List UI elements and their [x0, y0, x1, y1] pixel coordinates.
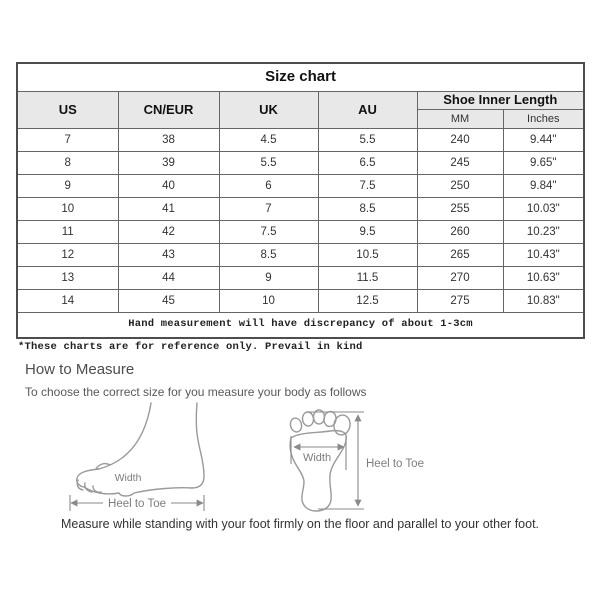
table-row — [17, 152, 584, 175]
size-cell: 6.5 — [318, 152, 417, 175]
table-row — [17, 290, 584, 313]
size-cell: 9.84" — [503, 175, 584, 198]
size-cell: 9.44" — [503, 129, 584, 152]
size-cell: 10.83" — [503, 290, 584, 313]
table-footnote: Hand measurement will have discrepancy of about 1-3cm — [17, 313, 584, 339]
size-cell: 12 — [17, 244, 118, 267]
size-cell: 5.5 — [318, 129, 417, 152]
size-cell: 13 — [17, 267, 118, 290]
size-cell: 5.5 — [219, 152, 318, 175]
how-to-measure-subheading: To choose the correct size for you measure your body as follows — [25, 385, 367, 399]
size-cell: 8 — [17, 152, 118, 175]
size-cell: 39 — [118, 152, 219, 175]
size-cell: 11 — [17, 221, 118, 244]
measure-caption: Measure while standing with your foot firmly on the floor and parallel to your other foot. — [60, 517, 540, 531]
heel-to-toe-label-top: Heel to Toe — [366, 458, 424, 470]
size-cell: 245 — [417, 152, 503, 175]
measurement-diagram — [55, 400, 440, 518]
size-cell: 9 — [219, 267, 318, 290]
size-cell: 44 — [118, 267, 219, 290]
size-cell: 10.23" — [503, 221, 584, 244]
col-header-mm: MM — [417, 110, 503, 129]
size-cell: 265 — [417, 244, 503, 267]
table-row — [17, 198, 584, 221]
size-cell: 11.5 — [318, 267, 417, 290]
size-cell: 42 — [118, 221, 219, 244]
size-cell: 275 — [417, 290, 503, 313]
how-to-measure-heading: How to Measure — [25, 361, 135, 378]
size-cell: 255 — [417, 198, 503, 221]
size-cell: 8.5 — [318, 198, 417, 221]
size-chart-title: Size chart — [17, 63, 584, 92]
table-footnote-row — [17, 313, 584, 339]
size-cell: 7.5 — [318, 175, 417, 198]
size-cell: 45 — [118, 290, 219, 313]
size-cell: 9.65" — [503, 152, 584, 175]
footprint-measurement — [291, 412, 424, 509]
size-cell: 10.63" — [503, 267, 584, 290]
size-cell: 270 — [417, 267, 503, 290]
size-cell: 10.43" — [503, 244, 584, 267]
size-cell: 8.5 — [219, 244, 318, 267]
size-cell: 4.5 — [219, 129, 318, 152]
size-cell: 38 — [118, 129, 219, 152]
size-chart-table — [16, 62, 585, 339]
col-header-au: AU — [318, 92, 417, 129]
width-label-top: Width — [302, 452, 332, 464]
size-cell: 7.5 — [219, 221, 318, 244]
col-header-inches: Inches — [503, 110, 584, 129]
size-cell: 250 — [417, 175, 503, 198]
heel-to-toe-label-side: Heel to Toe — [108, 498, 166, 510]
size-cell: 10 — [17, 198, 118, 221]
size-cell: 14 — [17, 290, 118, 313]
size-cell: 9.5 — [318, 221, 417, 244]
table-row — [17, 244, 584, 267]
size-cell: 7 — [219, 198, 318, 221]
col-header-inner-length: Shoe Inner Length — [417, 92, 584, 110]
size-cell: 12.5 — [318, 290, 417, 313]
size-cell: 43 — [118, 244, 219, 267]
table-row — [17, 175, 584, 198]
table-header-row — [17, 92, 584, 110]
size-cell: 9 — [17, 175, 118, 198]
size-cell: 10.03" — [503, 198, 584, 221]
reference-note: *These charts are for reference only. Prevail in kind — [18, 341, 363, 353]
col-header-cn-eur: CN/EUR — [118, 92, 219, 129]
size-cell: 7 — [17, 129, 118, 152]
size-cell: 260 — [417, 221, 503, 244]
table-row — [17, 129, 584, 152]
width-label-side: Width — [114, 472, 142, 484]
col-header-uk: UK — [219, 92, 318, 129]
size-cell: 10.5 — [318, 244, 417, 267]
size-cell: 240 — [417, 129, 503, 152]
table-row — [17, 267, 584, 290]
size-cell: 10 — [219, 290, 318, 313]
table-title-row — [17, 63, 584, 92]
size-cell: 41 — [118, 198, 219, 221]
col-header-us: US — [17, 92, 118, 129]
size-cell: 40 — [118, 175, 219, 198]
table-row — [17, 221, 584, 244]
size-cell: 6 — [219, 175, 318, 198]
